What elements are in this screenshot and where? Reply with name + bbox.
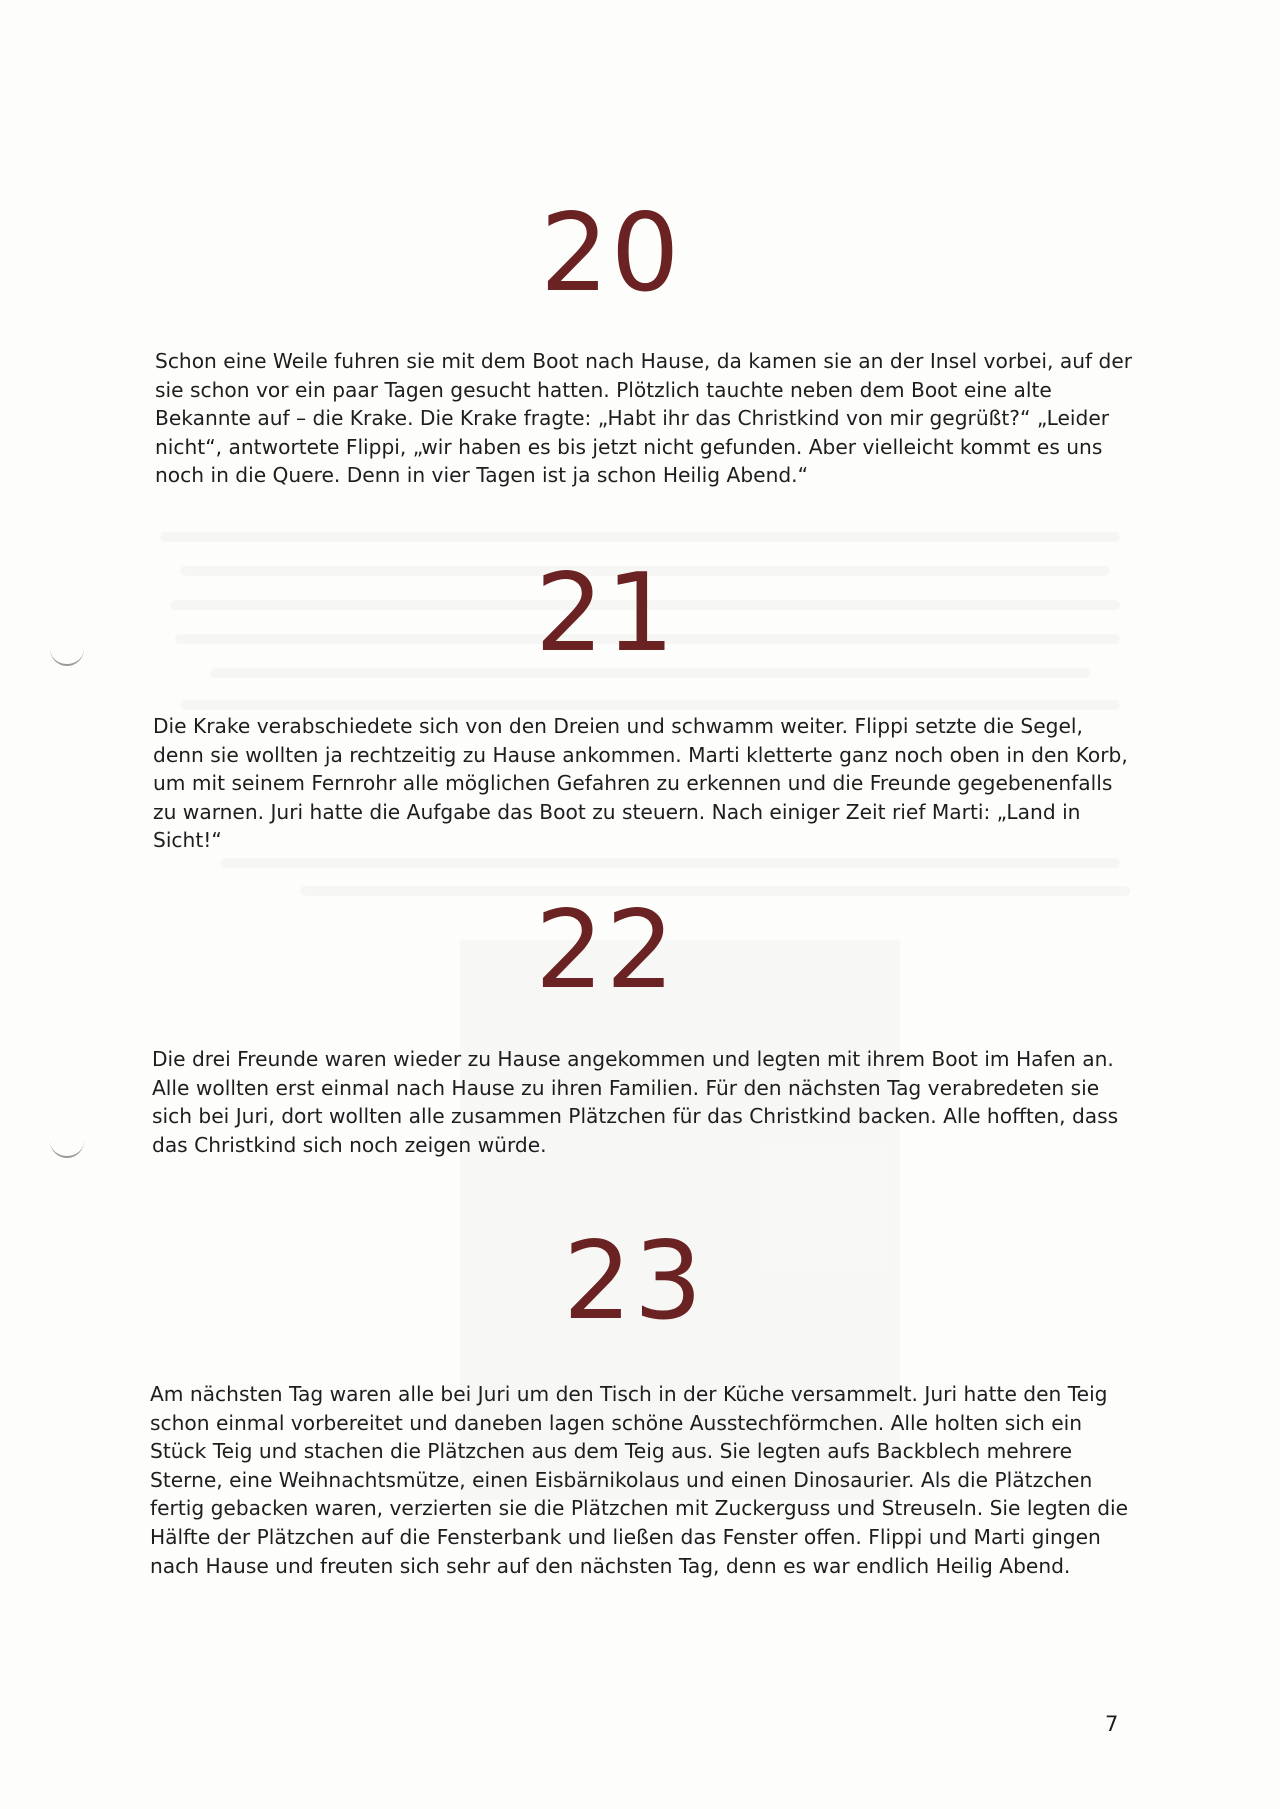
scan-show-through-line [160, 532, 1120, 542]
day-number: 21 [535, 551, 677, 676]
day-number: 22 [535, 888, 677, 1013]
story-paragraph: Die drei Freunde waren wieder zu Hause angekommen und legten mit ihrem Boot im Hafen an. Alle wollten erst einmal nach Hause zu ihren Familien. Für den nächsten Tag verabredeten sie sich bei Juri, dort wollten alle zusammen Plätzchen für das Christkind backen. Alle hofften, dass das Christkind sich noch zeigen würde. [152, 1047, 1119, 1157]
scan-show-through-line [220, 858, 1120, 868]
punch-hole-mark [50, 1136, 84, 1158]
story-paragraph: Die Krake verabschiedete sich von den Dreien und schwamm weiter. Flippi setzte die Segel, denn sie wollten ja rechtzeitig zu Hause ankommen. Marti kletterte ganz noch oben in den Korb, um mit seinem Fernrohr alle möglichen Gefahren zu erkennen und die Freunde gegebenenfalls zu warnen. Juri hatte die Aufgabe das Boot zu steuern. Nach einiger Zeit rief Marti: „Land in Sicht!“ [153, 714, 1128, 853]
punch-hole-mark [50, 644, 84, 666]
day-number: 23 [563, 1219, 705, 1344]
story-paragraph: Am nächsten Tag waren alle bei Juri um den Tisch in der Küche versammelt. Juri hatte den Teig schon einmal vorbereitet und daneben lagen schöne Ausstechförmchen. Alle holten sich ein Stück Teig und stachen die Plätzchen aus dem Teig aus. Sie legten aufs Backblech mehrere Sterne, eine Weihnachtsmütze, einen Eisbärnikolaus und einen Dinosaurier. Als die Plätzchen fertig gebacken waren, verzierten sie die Plätzchen mit Zuckerguss und Streuseln. Sie legten die Hälfte der Plätzchen auf die Fensterbank und ließen das Fenster offen. Flippi und Marti gingen nach Hause und freuten sich sehr auf den nächsten Tag, denn es war endlich Heilig Abend. [150, 1382, 1129, 1578]
scan-show-through-line [180, 700, 1120, 710]
story-paragraph: Schon eine Weile fuhren sie mit dem Boot nach Hause, da kamen sie an der Insel vorbei, auf der sie schon vor ein paar Tagen gesucht hatten. Plötzlich tauchte neben dem Boot eine alte Bekannte auf – die Krake. Die Krake fragte: „Habt ihr das Christkind von mir gegrüßt?“ „Leider nicht“, antwortete Flippi, „wir haben es bis jetzt nicht gefunden. Aber vielleicht kommt es uns noch in die Quere. Denn in vier Tagen ist ja schon Heilig Abend.“ [155, 349, 1133, 488]
scan-show-through-line [300, 886, 1130, 896]
day-number: 20 [540, 191, 682, 316]
page-number: 7 [1105, 1712, 1119, 1736]
